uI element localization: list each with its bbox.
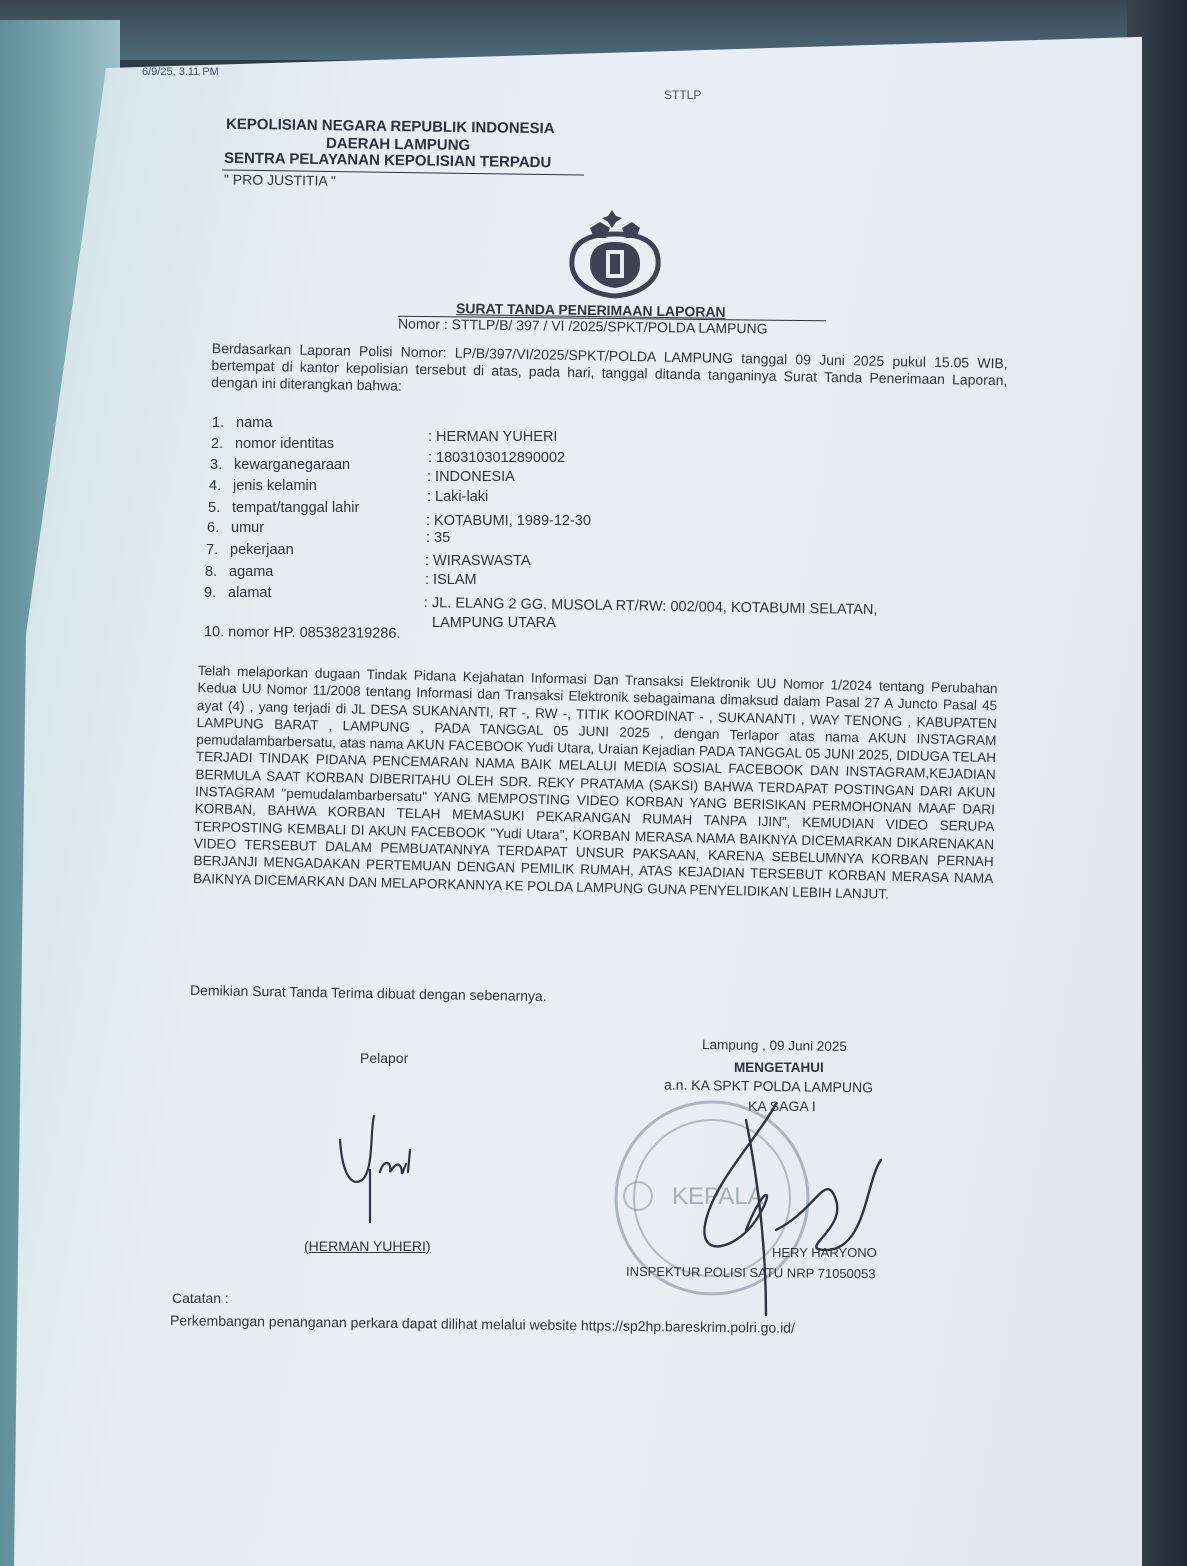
field-row: 1. nama (212, 415, 273, 431)
field-row: 2. nomor identitas (211, 436, 335, 452)
document-number: Nomor : STTLP/B/ 397 / VI /2025/SPKT/POLDA LAMPUNG (397, 315, 768, 337)
officer-rank: INSPEKTUR POLISI SATU NRP 71050053 (625, 1263, 876, 1282)
phone-number-line: 10. nomor HP. 085382319286. (203, 624, 401, 642)
reporter-name: (HERMAN YUHERI) (304, 1238, 431, 1254)
officer-position: KA SAGA I (748, 1098, 816, 1114)
header-institution: KEPOLISIAN NEGARA REPUBLIK INDONESIA (225, 115, 555, 138)
place-date: Lampung , 09 Juni 2025 (701, 1036, 847, 1055)
note-label: Catatan : (172, 1290, 229, 1306)
field-value: : HERMAN YUHERI (428, 429, 558, 445)
print-timestamp: 6/9/25, 3.11 PM (142, 66, 219, 78)
document-code: STTLP (664, 88, 702, 102)
officer-name: HERY HARYONO (772, 1245, 877, 1260)
field-value: : 35 (426, 530, 451, 546)
field-value-continued: LAMPUNG UTARA (432, 615, 556, 631)
header-region: DAERAH LAMPUNG (325, 134, 471, 155)
field-value: : Laki-laki (427, 489, 489, 505)
stamp-label: KEPALA (672, 1183, 764, 1210)
field-value: : KOTABUMI, 1989-12-30 (426, 513, 591, 529)
officer-signature-icon (676, 1100, 886, 1320)
field-row: 4. jenis kelamin (209, 478, 317, 494)
report-narrative: Telah melaporkan dugaan Tindak Pidana Kejahatan Informasi Dan Transaksi Elektronik UU Nomor 1/2024 tentang Perubahan Kedua UU Nomor 11/2008 tentang Informasi dan Transaksi Elektronik sebagaimana dimaksud dalam Pasal 27 A Juncto Pasal 45 ayat (4) , yang terjadi di JL DESA SUKANANTI, RT -, RW -, TITIK KOORDINAT - , SUKANANTI , WAY TENONG , KABUPATEN LAMPUNG BARAT , LAMPUNG , PADA TANGGAL 05 JUNI 2025 , dengan Terlapor atas nama AKUN INSTAGRAM pemudalambarbersatu, atas nama AKUN FACEBOOK Yudi Utara, Uraian Kejadian PADA TANGGAL 05 JUNI 2025, DIDUGA TELAH TERJADI TINDAK PIDANA PENCEMARAN NAMA BAIK MELALUI MEDIA SOSIAL FACEBOOK DAN INSTAGRAM,KEJADIAN BERMULA SAAT KORBAN DIBERITAHU OLEH SDR. REKY PRATAMA (SAKSI) BAHWA TERDAPAT POSTINGAN DARI AKUN INSTAGRAM "pemudalambarbersatu" YANG MEMPOSTING VIDEO KORBAN YANG BERISIKAN PERMOHONAN MAAF DARI KORBAN, BAHWA KORBAN TELAH MEMASUKI PEKARANGAN RUMAH TANPA IJIN", KEMUDIAN VIDEO SERUPA TERPOSTING KEMBALI DI AKUN FACEBOOK "Yudi Utara", KORBAN MERASA NAMA BAIKNYA DICEMARKAN DIKARENAKAN VIDEO TERSEBUT DALAM PEMBUATANNYA TERDAPAT UNSUR PAKSAAN, KARENA SEBELUMNYA KORBAN PERNAH BERJANJI MENGADAKAN PERTEMUAN DENGAN PEMILIK RUMAH, ATAS KEJADIAN TERSEBUT KORBAN MERASA NAMA BAIKNYA DICEMARKAN DAN MELAPORKANNYA KE POLDA LAMPUNG GUNA PENYELIDIKAN LEBIH LANJUT. (192, 662, 998, 902)
document-title: SURAT TANDA PENERIMAAN LAPORAN (455, 300, 726, 320)
field-value: : INDONESIA (427, 469, 515, 485)
field-row: 6. umur (207, 520, 265, 536)
note-text: Perkembangan penanganan perkara dapat dilihat melalui website https://sp2hp.bareskrim.polri.go.id/ (169, 1312, 796, 1336)
field-row: 5. tempat/tanggal lahir (208, 500, 360, 516)
pro-justitia: " PRO JUSTITIA " (223, 171, 336, 189)
field-row: 9. alamat (204, 585, 272, 601)
police-crest-icon (560, 208, 670, 300)
field-row: 7. pekerjaan (206, 542, 294, 558)
on-behalf-of: a.n. KA SPKT POLDA LAMPUNG (663, 1076, 874, 1096)
closing-statement: Demikian Surat Tanda Terima dibuat dengan sebenarnya. (189, 981, 547, 1005)
header-unit: SENTRA PELAYANAN KEPOLISIAN TERPADU (223, 149, 552, 172)
reporter-label: Pelapor (360, 1050, 409, 1066)
field-value: : WIRASWASTA (425, 553, 531, 569)
acknowledged-label: MENGETAHUI (734, 1060, 824, 1075)
reporter-signature-icon (330, 1110, 440, 1230)
intro-paragraph: Berdasarkan Laporan Polisi Nomor: LP/B/397/VI/2025/SPKT/POLDA LAMPUNG tanggal 09 Juni 2025 pukul 15.05 WIB, bertempat di kantor kepolisian tersebut di atas, pada hari, tanggal ditanda tanganinya Surat Tanda Penerimaan Laporan, dengan ini diterangkan bahwa: (211, 340, 1008, 394)
field-row: 3. kewarganegaraan (210, 457, 351, 473)
field-row: 8. agama (205, 564, 274, 580)
field-value: : ISLAM (425, 572, 477, 588)
field-value: : 1803103012890002 (428, 450, 566, 466)
field-value: : JL. ELANG 2 GG. MUSOLA RT/RW: 002/004, KOTABUMI SELATAN, (423, 595, 878, 619)
